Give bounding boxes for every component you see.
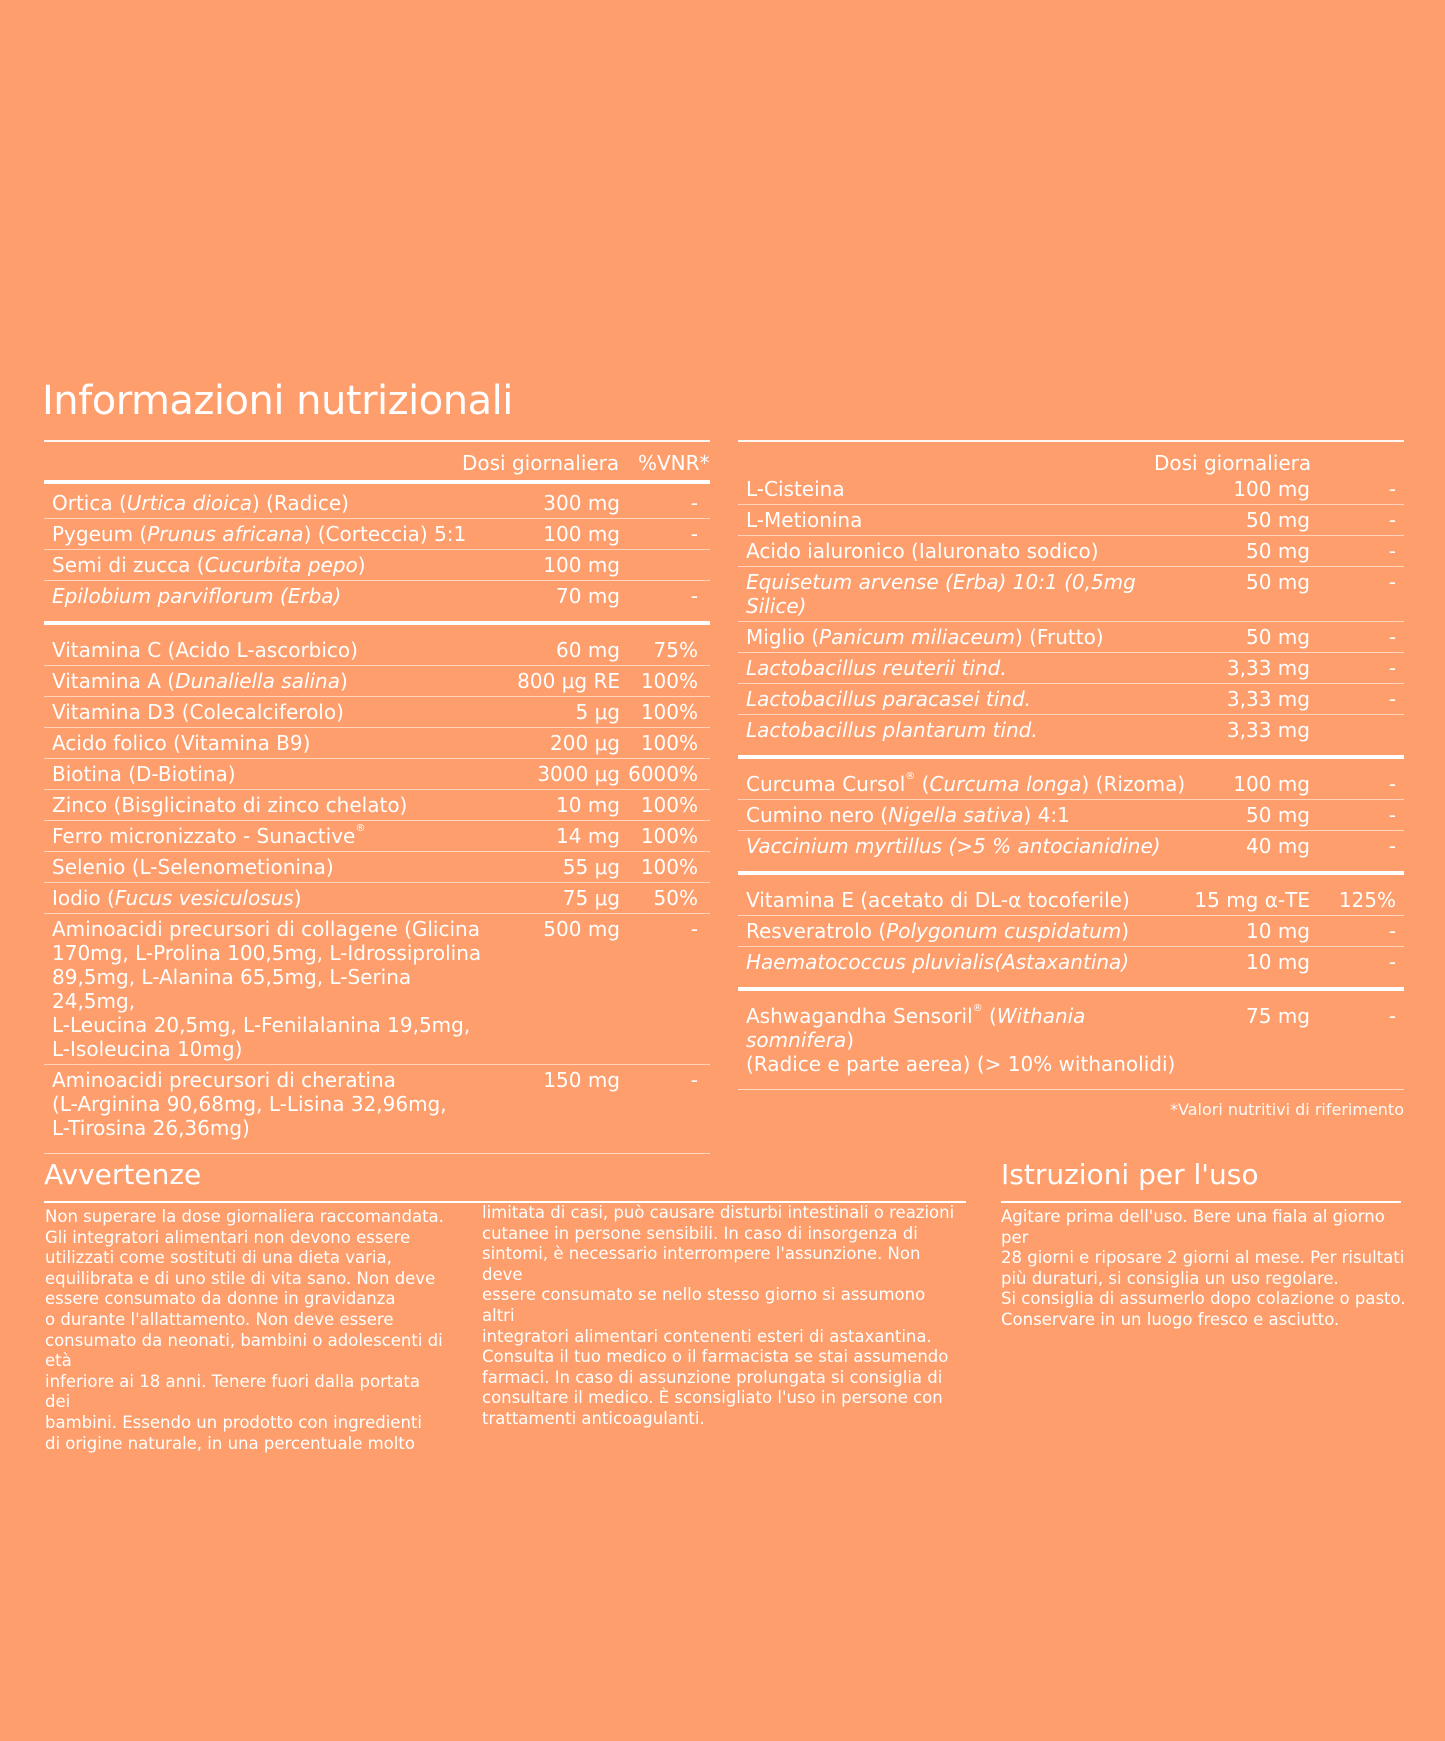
table-row — [44, 883, 710, 914]
daily-dose: 60 mg — [556, 638, 620, 662]
vnr-percent: - — [690, 491, 698, 515]
daily-dose: 75 mg — [1246, 1004, 1310, 1028]
daily-dose: 100 mg — [1233, 772, 1310, 796]
table-row — [44, 697, 710, 728]
ingredient-group — [738, 755, 1404, 871]
daily-dose: 100 mg — [543, 522, 620, 546]
vnr-percent: 100% — [640, 793, 698, 817]
vnr-percent — [620, 553, 706, 577]
table-row — [44, 852, 710, 883]
ingredient-name: Ashwagandha Sensoril® (Withania somnifera) (Radice e parte aerea) (> 10% withanolidi) — [746, 1003, 1176, 1076]
table-row — [44, 914, 710, 1065]
vnr-percent: - — [1388, 625, 1396, 649]
table-row — [44, 759, 710, 790]
ingredient-name: Aminoacidi precursori di collagene (Glicina 170mg, L-Prolina 100,5mg, L-Idrossiprolina 89,5mg, L-Alanina 65,5mg, L-Serina 24,5mg, L-Leucina 20,5mg, L-Fenilalanina 19,5mg, L-Isoleucina 10mg) — [52, 917, 482, 1061]
daily-dose: 50 mg — [1246, 508, 1310, 532]
vnr-percent: 125% — [1338, 888, 1396, 912]
ingredient-name: Acido ialuronico (Ialuronato sodico) — [746, 539, 1099, 563]
page-title: Informazioni nutrizionali — [42, 378, 513, 424]
table-row — [44, 581, 710, 611]
vnr-percent: - — [1388, 1004, 1396, 1028]
table-row — [44, 666, 710, 697]
daily-dose: 15 mg α-TE — [1194, 888, 1310, 912]
table-row — [44, 550, 710, 581]
warnings-title: Avvertenze — [44, 1158, 966, 1203]
vnr-percent: - — [1388, 477, 1396, 501]
vnr-percent: 100% — [640, 731, 698, 755]
ingredient-name: Lactobacillus paracasei tind. — [746, 687, 1031, 711]
table-row — [738, 536, 1404, 567]
daily-dose: 55 μg — [562, 855, 620, 879]
ingredient-name: Cumino nero (Nigella sativa) 4:1 — [746, 803, 1070, 827]
table-row — [738, 567, 1404, 622]
ingredient-name: Lactobacillus reuterii tind. — [746, 656, 1007, 680]
table-end-rule — [738, 1089, 1404, 1090]
warnings-text-col2: limitata di casi, può causare disturbi intestinali o reazioni cutanee in persone sensibili. In caso di insorgenza di sintomi, è necessario interrompere l'assunzione. Non deve essere consumato se nello stesso giorno si assumono altri integratori alimentari contenenti esteri di astaxantina. Consulta il tuo medico o il farmacista se stai assumendo farmaci. In caso di assunzione prolungata si consiglia di consultare il medico. È sconsigliato l'uso in persone con trattamenti anticoagulanti. — [482, 1203, 955, 1428]
table-row — [738, 885, 1404, 916]
ingredient-name: Semi di zucca (Cucurbita pepo) — [52, 553, 366, 577]
header-daily-dose: Dosi giornaliera — [462, 451, 620, 475]
daily-dose: 50 mg — [1246, 570, 1310, 594]
table-row — [738, 916, 1404, 947]
usage-title: Istruzioni per l'uso — [1001, 1158, 1401, 1203]
header-vnr: %VNR* — [638, 451, 710, 475]
table-end-rule — [44, 1153, 710, 1154]
ingredient-group — [738, 470, 1404, 755]
table-row — [44, 790, 710, 821]
vnr-percent: - — [1388, 687, 1396, 711]
vnr-percent: - — [1388, 772, 1396, 796]
table-row — [738, 800, 1404, 831]
vnr-percent: 75% — [653, 638, 698, 662]
daily-dose: 10 mg — [556, 793, 620, 817]
footnote: *Valori nutritivi di riferimento — [1170, 1100, 1404, 1119]
nutrition-table-left — [44, 440, 710, 1154]
vnr-percent: 100% — [640, 669, 698, 693]
ingredient-name: Vitamina D3 (Colecalciferolo) — [52, 700, 344, 724]
vnr-percent: - — [1388, 834, 1396, 858]
daily-dose: 3000 μg — [537, 762, 620, 786]
usage-text: Agitare prima dell'uso. Bere una fiala al giorno per 28 giorni e riposare 2 giorni al mese. Per risultati più duraturi, si consiglia un uso regolare. Si consiglia di assumerlo dopo colazione o pasto. Conservare in un luogo fresco e asciutto. — [1001, 1207, 1406, 1329]
vnr-percent: - — [1388, 950, 1396, 974]
ingredient-name: Iodio (Fucus vesiculosus) — [52, 886, 302, 910]
vnr-percent: - — [1388, 570, 1396, 594]
daily-dose: 3,33 mg — [1226, 687, 1310, 711]
table-row — [738, 769, 1404, 800]
daily-dose: 800 μg RE — [517, 669, 620, 693]
ingredient-name: Curcuma Cursol® (Curcuma longa) (Rizoma) — [746, 771, 1186, 796]
ingredient-name: Vitamina E (acetato di DL-α tocoferile) — [746, 888, 1130, 912]
daily-dose: 300 mg — [543, 491, 620, 515]
daily-dose: 150 mg — [543, 1068, 620, 1092]
table-header — [44, 440, 710, 480]
vnr-percent: - — [1388, 656, 1396, 680]
ingredient-name: Aminoacidi precursori di cheratina (L-Arginina 90,68mg, L-Lisina 32,96mg, L-Tirosina 26,36mg) — [52, 1068, 447, 1140]
table-row — [44, 635, 710, 666]
ingredient-name: L-Cisteina — [746, 477, 845, 501]
daily-dose: 500 mg — [543, 917, 620, 941]
ingredient-name: Selenio (L-Selenometionina) — [52, 855, 334, 879]
vnr-percent: 100% — [640, 824, 698, 848]
ingredient-name: Epilobium parviflorum (Erba) — [52, 584, 342, 608]
table-row — [44, 821, 710, 852]
header-daily-dose: Dosi giornaliera — [1154, 451, 1312, 475]
daily-dose: 50 mg — [1246, 803, 1310, 827]
vnr-percent: 50% — [653, 886, 698, 910]
ingredient-name: L-Metionina — [746, 508, 863, 532]
vnr-percent: - — [1388, 539, 1396, 563]
vnr-percent: - — [1388, 508, 1396, 532]
table-row — [44, 519, 710, 550]
table-row — [738, 715, 1404, 745]
ingredient-name: Acido folico (Vitamina B9) — [52, 731, 311, 755]
ingredient-name: Equisetum arvense (Erba) 10:1 (0,5mg Silice) — [746, 570, 1136, 618]
table-row — [738, 947, 1404, 977]
table-row — [738, 831, 1404, 861]
daily-dose: 100 mg — [1233, 477, 1310, 501]
ingredient-name: Biotina (D-Biotina) — [52, 762, 236, 786]
vnr-percent: - — [1388, 803, 1396, 827]
vnr-percent: - — [690, 522, 698, 546]
daily-dose: 50 mg — [1246, 625, 1310, 649]
ingredient-name: Vitamina C (Acido L-ascorbico) — [52, 638, 358, 662]
daily-dose: 10 mg — [1246, 919, 1310, 943]
daily-dose: 40 mg — [1246, 834, 1310, 858]
vnr-percent: - — [690, 917, 698, 941]
table-row — [44, 728, 710, 759]
table-row — [738, 653, 1404, 684]
daily-dose: 10 mg — [1246, 950, 1310, 974]
daily-dose: 200 μg — [550, 731, 620, 755]
daily-dose: 3,33 mg — [1226, 718, 1310, 742]
ingredient-name: Resveratrolo (Polygonum cuspidatum) — [746, 919, 1130, 943]
vnr-percent: 100% — [640, 855, 698, 879]
table-row — [738, 622, 1404, 653]
ingredient-group — [738, 871, 1404, 987]
table-row — [738, 474, 1404, 505]
daily-dose: 5 μg — [575, 700, 620, 724]
vnr-percent: 100% — [640, 700, 698, 724]
nutrition-table-right — [738, 440, 1404, 1119]
ingredient-group — [44, 621, 710, 1153]
table-row — [738, 1001, 1404, 1079]
ingredient-name: Zinco (Bisglicinato di zinco chelato) — [52, 793, 408, 817]
daily-dose: 3,33 mg — [1226, 656, 1310, 680]
ingredient-group — [738, 987, 1404, 1089]
daily-dose: 70 mg — [556, 584, 620, 608]
table-row — [738, 684, 1404, 715]
daily-dose: 75 μg — [562, 886, 620, 910]
ingredient-name: Haematococcus pluvialis(Astaxantina) — [746, 950, 1130, 974]
table-row — [44, 1065, 710, 1143]
ingredient-name: Vitamina A (Dunaliella salina) — [52, 669, 348, 693]
table-row — [44, 488, 710, 519]
ingredient-name: Lactobacillus plantarum tind. — [746, 718, 1038, 742]
table-row — [738, 505, 1404, 536]
ingredient-name: Miglio (Panicum miliaceum) (Frutto) — [746, 625, 1104, 649]
vnr-percent: 6000% — [628, 762, 698, 786]
ingredient-group — [44, 480, 710, 621]
warnings-text-col1: Non superare la dose giornaliera raccomandata. Gli integratori alimentari non devono essere utilizzati come sostituti di una dieta varia, equilibrata e di uno stile di vita sano. Non deve essere consumato da donne in gravidanza o durante l'allattamento. Non deve essere consumato da neonati, bambini o adolescenti di età inferiore ai 18 anni. Tenere fuori dalla portata dei bambini. Essendo un prodotto con ingredienti di origine naturale, in una percentuale molto — [45, 1207, 444, 1453]
vnr-percent — [1310, 718, 1404, 742]
vnr-percent: - — [690, 584, 698, 608]
ingredient-name: Ortica (Urtica dioica) (Radice) — [52, 491, 349, 515]
ingredient-name: Vaccinium myrtillus (>5 % antocianidine) — [746, 834, 1161, 858]
daily-dose: 100 mg — [543, 553, 620, 577]
table-header — [738, 440, 1404, 475]
ingredient-name: Ferro micronizzato - Sunactive® — [52, 823, 366, 848]
vnr-percent: - — [690, 1068, 698, 1092]
vnr-percent: - — [1388, 919, 1396, 943]
daily-dose: 50 mg — [1246, 539, 1310, 563]
ingredient-name: Pygeum (Prunus africana) (Corteccia) 5:1 — [52, 522, 467, 546]
daily-dose: 14 mg — [556, 824, 620, 848]
